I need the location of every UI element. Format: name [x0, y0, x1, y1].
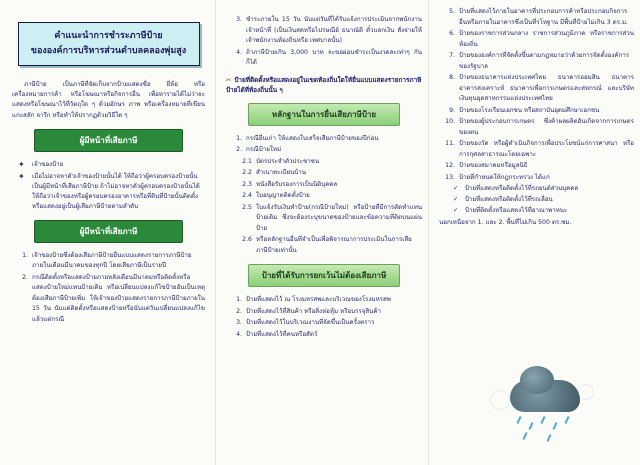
raindrop-icon — [522, 432, 527, 440]
item-number: 3. — [236, 16, 242, 23]
item-number: 1. — [236, 134, 242, 142]
brochure-title — [18, 22, 200, 66]
item-text: ป้ายที่กำหนดให้กฎกระทรวง ได้แก่ — [459, 173, 550, 181]
item-text: ป้ายที่แสดงไว้ ณ โรงมหรสพและบริเวณของโรงมหรสพ — [246, 296, 391, 303]
item-number: 2.1 — [242, 157, 252, 165]
item-text: ป้ายที่แสดงไว้ที่สินค้า หรือสิ่งห่อหุ้ม หรือบรรจุสินค้า — [246, 307, 381, 315]
item-number: 1. — [236, 296, 242, 303]
panel-middle — [215, 0, 428, 465]
item-text: ถ้าภาษีป้ายเกิน 3,000 บาท จะขอผ่อนชำระเป็นงวดละเท่าๆ กันก็ได้ — [246, 48, 422, 66]
item-text: ป้ายของราชการส่วนกลาง ราชการส่วนภูมิภาค หรือราชการส่วนท้องถิ่น — [459, 30, 634, 48]
closing-text: นอกเหนือจาก 1. และ 2. พื้นที่ไม่เกิน 500 ตร.ซม. — [439, 219, 572, 226]
list-item — [12, 251, 205, 272]
raindrop-icon — [564, 416, 569, 424]
item-text: สำเนาทะเบียนบ้าน — [256, 169, 307, 176]
item-text: หนังสือรับรองการเป็นนิติบุคคล — [256, 180, 338, 188]
list-item — [226, 180, 422, 191]
item-text: ป้ายของโรงเรียนเอกชน หรือสถาบันอุดมศึกษาเอกชน — [459, 106, 600, 114]
item-text: ป้ายของธนาคารแห่งประเทศไทย ธนาคารออมสิน ธนาคารอาคารสงเคราะห์ ธนาคารเพื่อการเกษตรและสหกรณ์ และบริษัทเงินทุนอุตสาหกรรมแห่งประเทศไทย — [459, 74, 634, 102]
list-item — [439, 161, 634, 172]
list-item — [226, 145, 422, 156]
filing-list — [12, 251, 205, 326]
item-number: 2.6 — [242, 236, 252, 243]
raindrop-icon — [540, 416, 545, 424]
item-text: เจ้าของป้ายซึ่งต้องเสียภาษีป้ายยื่นแบบแสดงรายการภาษีป้าย ภายในเดือนมีนาคมของทุกปี โดยเสียภาษีเป็นรายปี — [32, 251, 192, 270]
list-item — [439, 51, 634, 72]
list-item — [226, 157, 422, 168]
intro-paragraph: ภาษีป้าย เป็นภาษีที่จัดเก็บจากป้ายแสดงชื่อ ยี่ห้อ หรือเครื่องหมายการค้า หรือโฆษณาหรือกิจการอื่น เพื่อหารายได้ไม่ว่าจะแสดงหรือโฆษณาไว้ที่วัตถุใด ๆ ด้วยอักษร ภาพ หรือเครื่องหมายที่เขียน แกะสลัก จารึก หรือทำให้ปรากฏด้วยวิธีใด ๆ — [12, 81, 205, 119]
item-number: 12. — [445, 162, 455, 169]
list-item — [439, 29, 634, 50]
diamond-bullet-icon: ✦ — [18, 159, 25, 169]
raindrop-icon — [528, 422, 533, 430]
list-item — [226, 203, 422, 235]
list-item — [439, 106, 634, 117]
item-number: 10. — [445, 118, 455, 125]
item-text: ป้ายของผู้ประกอบการเกษตร ซึ่งค้าผลผลิตอันเกิดจากการเกษตรของตน — [459, 118, 634, 136]
raindrop-icon — [552, 422, 557, 430]
evidence-list — [226, 134, 422, 257]
heading-taxpayer: ผู้มีหน้าที่เสียภาษี — [34, 129, 183, 152]
heading-evidence: หลักฐานในการยื่นเสียภาษีป้าย — [248, 103, 400, 126]
item-text: ใบอนุญาตติดตั้งป้าย — [256, 192, 310, 199]
item-number: 11. — [445, 140, 455, 147]
list-item — [439, 73, 634, 105]
diamond-bullet-icon: ✦ — [18, 171, 25, 181]
check-item — [453, 195, 634, 205]
item-text: ป้ายขององค์การที่จัดตั้งขึ้นตามกฎหมายว่าด้วยการจัดตั้งองค์การของรัฐบาล — [459, 52, 630, 70]
raindrop-icon — [516, 416, 521, 424]
list-item — [439, 173, 634, 184]
item-number: 13. — [445, 173, 455, 181]
heading-filing: ผู้มีหน้าที่เสียภาษี — [34, 220, 183, 243]
item-text: ป้ายที่แสดงไว้ภายในอาคารที่ประกอบการค้าหรือประกอบกิจการอื่นหรือภายในอาคารซึ่งเป็นที่รโหฐาน มีพื้นที่ป้ายไม่เกิน 3 ตร.ม. — [459, 8, 629, 26]
list-item — [12, 273, 205, 326]
item-number: 8. — [449, 74, 455, 81]
item-number: 7. — [449, 52, 455, 59]
check-item — [453, 206, 634, 216]
exempt-list — [226, 295, 422, 340]
list-item — [226, 15, 422, 47]
check-icon: ✓ — [453, 196, 459, 203]
bullet-item — [18, 172, 205, 212]
item-text: ป้ายที่แสดงไว้ในบริเวณงานที่จัดขึ้นเป็นครั้งคราว — [246, 319, 375, 326]
list-item — [226, 134, 422, 145]
item-number: 2.2 — [242, 169, 252, 176]
check-text: ป้ายที่แสดงหรือติดตั้งไว้ที่รถยนต์ส่วนบุคคล — [465, 185, 579, 192]
heading-exempt: ป้ายที่ได้รับการยกเว้นไม่ต้องเสียภาษี — [248, 264, 400, 287]
item-number: 2.3 — [242, 180, 252, 188]
list-item — [226, 168, 422, 179]
raindrop-icon — [546, 434, 551, 442]
rain-cloud-icon — [510, 380, 580, 412]
bullet-item — [18, 160, 205, 170]
item-text: กรณีติดตั้งหรือแสดงป้ายภายหลังเดือนมีนาคมหรือติดตั้งหรือแสดงป้ายใหม่แทนป้ายเดิม หรือเปลี่ยนแปลงแก้ไขป้ายอันเป็นเหตุต้องเสียภาษีป้ายเพิ่ม ให้เจ้าของป้ายแสดงรายการภาษีป้ายภายใน 15 วัน นับแต่ติดตั้งหรือแสดงป้ายหรือนับแต่วันเปลี่ยนแปลงแก้ไขแล้วแต่กรณี — [32, 273, 205, 323]
rain-cloud-illustration — [490, 380, 600, 460]
item-text: กรณีป้ายใหม่ — [246, 146, 282, 153]
payment-list — [226, 15, 422, 69]
check-icon: ✓ — [453, 185, 459, 192]
check-icon: ✓ — [453, 207, 459, 214]
item-text: ป้ายของสมาคมหรือมูลนิธิ — [459, 162, 528, 169]
item-text: ใบแจ้งรับเงินทำป้าย(กรณีป้ายใหม่) หรือป้ายที่มีการตัดทำแทนป้ายเดิม ซึ่งจะต้องระบุขนาดของป้ายและข้อความที่ติดบนแผ่นป้าย — [256, 203, 422, 232]
closing-line — [439, 218, 634, 229]
list-item — [439, 139, 634, 160]
exempt-list-continued — [439, 7, 634, 183]
check-text: ป้ายที่ติดตั้งหรือแสดงไว้ที่อาณาพาหนะ — [465, 207, 568, 214]
list-item — [226, 235, 422, 256]
item-text: ป้ายของวัด หรือผู้ดำเนินกิจการเพื่อประโยชน์แก่การศาสนา หรือการกุศลสาธารณะโดยเฉพาะ — [459, 140, 634, 158]
item-text: กรณียื่นเก่า ให้แสดงใบเสร็จเสียภาษีป้ายของปีก่อน — [246, 134, 379, 142]
check-item — [453, 184, 634, 194]
bullet-text: เจ้าของป้าย — [32, 160, 64, 168]
list-item — [226, 307, 422, 318]
item-number: 4. — [236, 48, 242, 56]
check-text: ป้ายที่แสดงหรือติดตั้งไว้ที่รถเลื่อน — [465, 196, 553, 203]
list-item — [226, 318, 422, 329]
bubble-decoration — [578, 384, 594, 400]
note-text: ป้ายที่ติดตั้งหรือแสดงอยู่ในเขตท้องถิ่นใดให้ยื่นแบบแสดงรายการภาษีป้ายได้ที่ท้องถิ่นนั้น ๆ — [226, 75, 422, 94]
item-text: บัตรประจำตัวประชาชน — [256, 157, 320, 165]
item-number: 5. — [449, 8, 455, 15]
item-number: 3. — [236, 319, 242, 326]
list-item — [226, 48, 422, 69]
list-item — [439, 117, 634, 138]
item-number: 4. — [236, 330, 242, 338]
item-text: ชำระภายใน 15 วัน นับแต่วันที่ได้รับแจ้งการประเมินจากพนักงานเจ้าหน้าที่ (เป็นเงินสดหรือไปรษณีย์ ธนาณัติ ตั๋วแลกเงิน สั่งจ่ายให้เจ้าพนักงานท้องถิ่นหรือ เทศบาลนั้น) — [246, 16, 422, 44]
item-number: 2.5 — [242, 203, 252, 211]
list-item — [439, 7, 634, 28]
item-number: 9. — [449, 106, 455, 114]
item-number: 2. — [236, 307, 242, 315]
list-item — [226, 330, 422, 341]
item-number: 2. — [236, 146, 242, 153]
list-item — [226, 191, 422, 202]
title-line-2: ขององค์การบริหารส่วนตำบลคลองพุ่มสูง — [30, 46, 187, 56]
item-number: 2.4 — [242, 192, 252, 199]
bubble-decoration — [490, 390, 510, 410]
item-number: 6. — [449, 30, 455, 37]
item-text: หรือหลักฐานอื่นที่จำเป็นเพื่อพิจารณาการประเมินในการเสียภาษีป้ายเท่านั้น — [256, 236, 412, 254]
scissor-icon: ✂ — [226, 75, 232, 84]
filing-location-note — [226, 75, 422, 95]
title-line-1: คำแนะนำการชำระภาษีป้าย — [54, 31, 163, 41]
item-number: 2. — [22, 273, 28, 281]
list-item — [226, 295, 422, 306]
item-text: ป้ายที่แสดงไว้ที่คนหรือสัตว์ — [246, 330, 318, 338]
item-number: 1. — [22, 251, 28, 259]
panel-left — [0, 0, 215, 465]
bullet-text: เมื่อไม่อาจหาตัวเจ้าของป้ายนั้นได้ ให้ถือว่าผู้ครอบครองป้ายนั้นเป็นผู้มีหน้าที่เสียภาษีป้าย ถ้าไม่อาจหาตัวผู้ครอบครองป้ายนั้นได้ให้ถือว่าเจ้าของหรือผู้ครอบครองอาคารหรือที่ดินที่ป้ายนั้นติดตั้งหรือแสดงอยู่เป็นผู้เสียภาษีป้ายตามลำดับ — [32, 172, 200, 210]
